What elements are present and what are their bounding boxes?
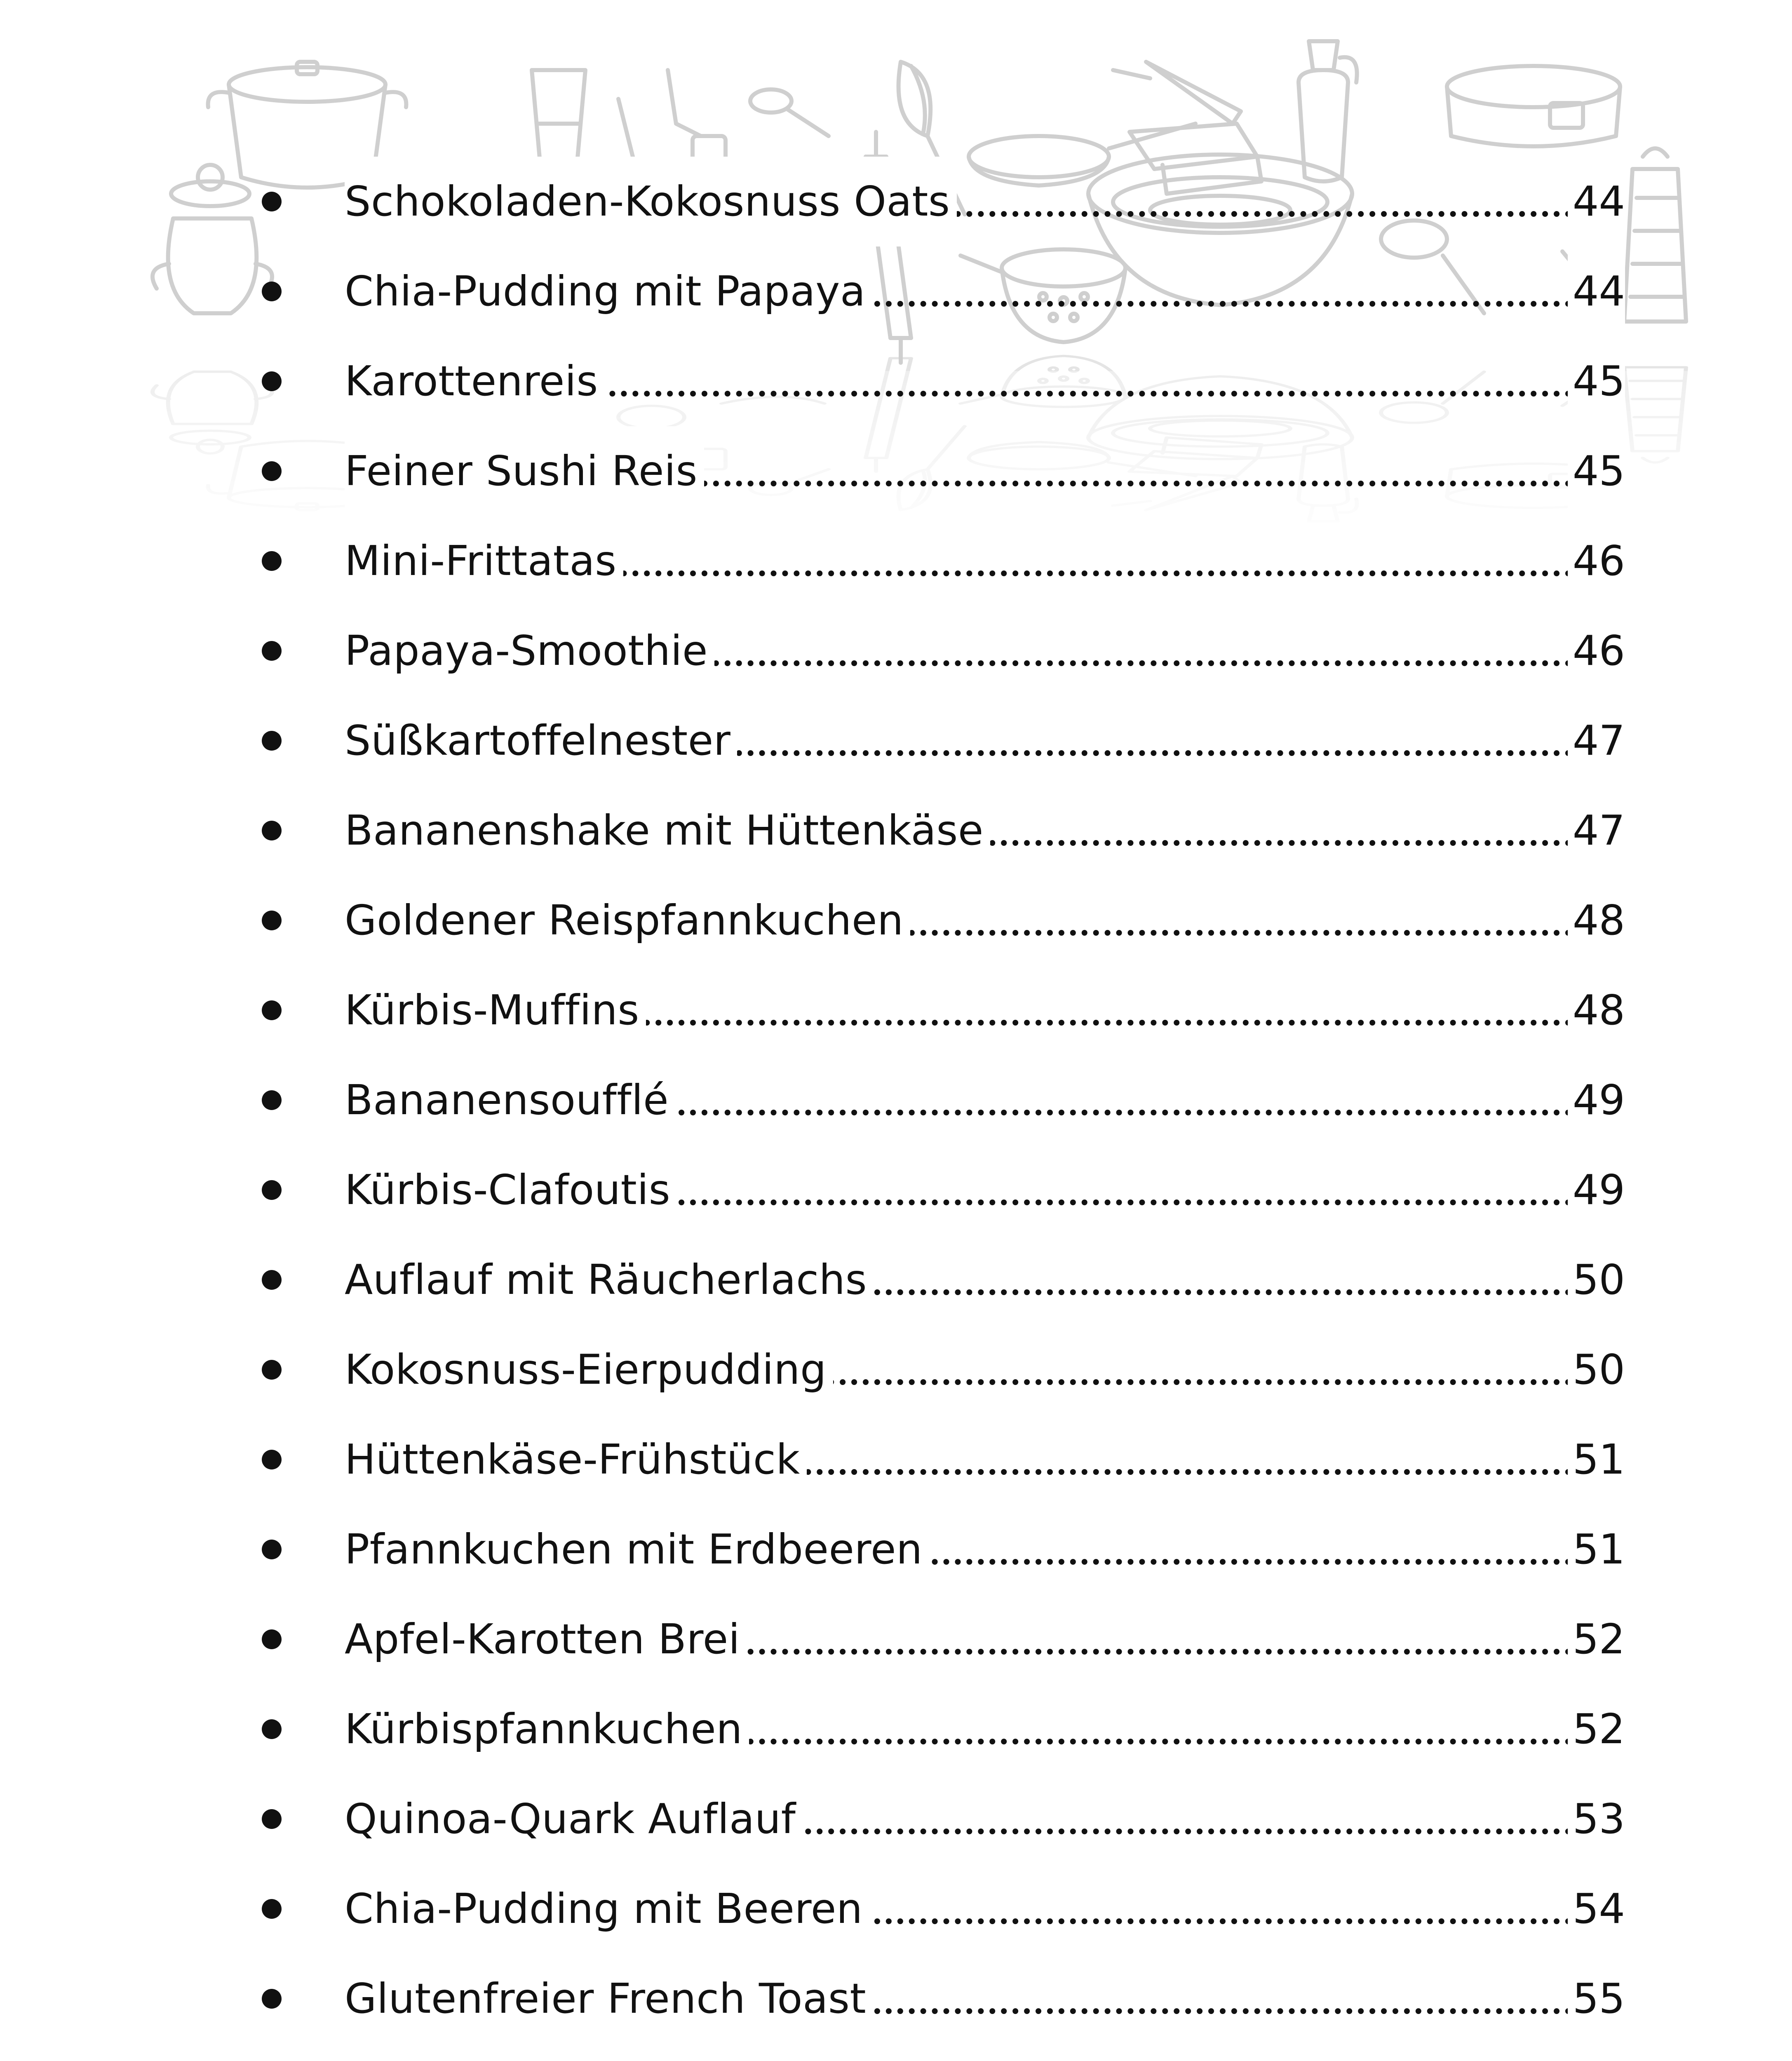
toc-entry-page-number: 47 (1568, 786, 1625, 876)
toc-entry-page-number: 45 (1568, 426, 1625, 516)
bullet-icon (262, 551, 282, 571)
toc-entry-page-number: 51 (1568, 1505, 1625, 1594)
toc-entry-page-number: 44 (1568, 157, 1625, 246)
toc-entry-title: Goldener Reispfannkuchen (345, 876, 910, 965)
bullet-icon (262, 641, 282, 661)
toc-entry-page-number: 49 (1568, 1145, 1625, 1235)
toc-entry-page-number: 44 (1568, 246, 1625, 336)
bullet-icon (262, 1180, 282, 1200)
toc-entry-page-number: 54 (1568, 1864, 1625, 1954)
toc-entry-title: Glutenfreier French Toast (345, 1954, 873, 2044)
toc-entry-title: Kürbis-Clafoutis (345, 1145, 677, 1235)
toc-entry-title: Chia-Pudding mit Papaya (345, 246, 872, 336)
toc-entry[interactable] (272, 1325, 1625, 1415)
toc-entry-page-number: 55 (1568, 1954, 1625, 2044)
springform-pan-icon (1447, 66, 1620, 146)
toc-entry-title: Auflauf mit Räucherlachs (345, 1235, 874, 1325)
toc-entry-title: Mini-Frittatas (345, 516, 623, 606)
toc-entry-page-number: 52 (1568, 1684, 1625, 1774)
bullet-icon (262, 1000, 282, 1020)
bullet-icon (262, 821, 282, 840)
table-of-contents (272, 157, 1625, 2061)
toc-entry[interactable] (272, 606, 1625, 696)
toc-entry-title: Süßkartoffelnester (345, 696, 737, 786)
toc-entry-title: Kokosnuss-Eierpudding (345, 1325, 833, 1415)
toc-entry-page-number: 46 (1568, 606, 1625, 696)
toc-entry-page-number: 50 (1568, 1235, 1625, 1325)
toc-entry[interactable] (272, 696, 1625, 786)
toc-entry-title: Chia-Pudding mit Beeren (345, 1864, 869, 1954)
toc-entry[interactable] (272, 876, 1625, 965)
toc-entry[interactable] (272, 1055, 1625, 1145)
toc-entry-title: Feiner Sushi Reis (345, 426, 704, 516)
sugar-bowl-icon (153, 165, 272, 313)
toc-entry-page-number: 52 (1568, 1594, 1625, 1684)
toc-entry-page-number: 53 (1568, 1774, 1625, 1864)
toc-entry[interactable] (272, 426, 1625, 516)
toc-entry-title: Schokoladen-Kokosnuss Oats (345, 157, 957, 246)
bullet-icon (262, 1450, 282, 1469)
bullet-icon (262, 1719, 282, 1739)
toc-entry-title: Papaya-Smoothie (345, 606, 714, 696)
bullet-icon (262, 1540, 282, 1559)
toc-entry[interactable] (272, 1684, 1625, 1774)
toc-entry[interactable] (272, 336, 1625, 426)
bullet-icon (262, 1809, 282, 1829)
bullet-icon (262, 282, 282, 301)
toc-entry-page-number: 51 (1568, 1415, 1625, 1505)
toc-entry-page-number: 48 (1568, 876, 1625, 965)
toc-entry-title: Karottenreis (345, 336, 605, 426)
toc-entry[interactable] (272, 1145, 1625, 1235)
knife-icon (1113, 62, 1241, 124)
toc-entry-page-number: 48 (1568, 965, 1625, 1055)
toc-entry[interactable] (272, 246, 1625, 336)
toc-entry[interactable] (272, 1235, 1625, 1325)
toc-entry[interactable] (272, 1954, 1625, 2044)
toc-entry-page-number (1568, 2044, 1625, 2061)
toc-entry-title: Bananenshake mit Hüttenkäse (345, 786, 990, 876)
toc-entry-title: Pfannkuchen mit Erdbeeren (345, 1505, 929, 1594)
toc-entry[interactable] (272, 1864, 1625, 1954)
bullet-icon (262, 731, 282, 751)
bullet-icon (262, 461, 282, 481)
toc-entry-page-number: 47 (1568, 696, 1625, 786)
bullet-icon (262, 1989, 282, 2009)
toc-entry-title: Kürbis-Muffins (345, 965, 646, 1055)
toc-entry-title: Bananensoufflé (345, 1055, 675, 1145)
toc-entry-title: Quinoa-Quark Auflauf (345, 1774, 802, 1864)
bullet-icon (262, 911, 282, 930)
bullet-icon (262, 1090, 282, 1110)
toc-entry[interactable] (272, 157, 1625, 246)
toc-entry[interactable] (272, 1415, 1625, 1505)
toc-entry[interactable] (272, 1594, 1625, 1684)
bullet-icon (262, 1899, 282, 1919)
toc-entry[interactable] (272, 786, 1625, 876)
bullet-icon (262, 192, 282, 211)
bullet-icon (262, 371, 282, 391)
toc-entry-page-number: 46 (1568, 516, 1625, 606)
toc-entry[interactable] (272, 1774, 1625, 1864)
toc-entry-title (345, 2044, 826, 2061)
toc-entry-page-number: 50 (1568, 1325, 1625, 1415)
toc-entry-title: Apfel-Karotten Brei (345, 1594, 747, 1684)
toc-entry-title: Hüttenkäse-Frühstück (345, 1415, 807, 1505)
toc-entry[interactable] (272, 1505, 1625, 1594)
bullet-icon (262, 1360, 282, 1380)
toc-entry[interactable] (272, 2044, 1625, 2061)
toc-entry[interactable] (272, 516, 1625, 606)
toc-entry-title: Kürbispfannkuchen (345, 1684, 749, 1774)
bullet-icon (262, 1270, 282, 1290)
bullet-icon (262, 1629, 282, 1649)
toc-entry-page-number: 45 (1568, 336, 1625, 426)
toc-entry-page-number: 49 (1568, 1055, 1625, 1145)
toc-entry[interactable] (272, 965, 1625, 1055)
